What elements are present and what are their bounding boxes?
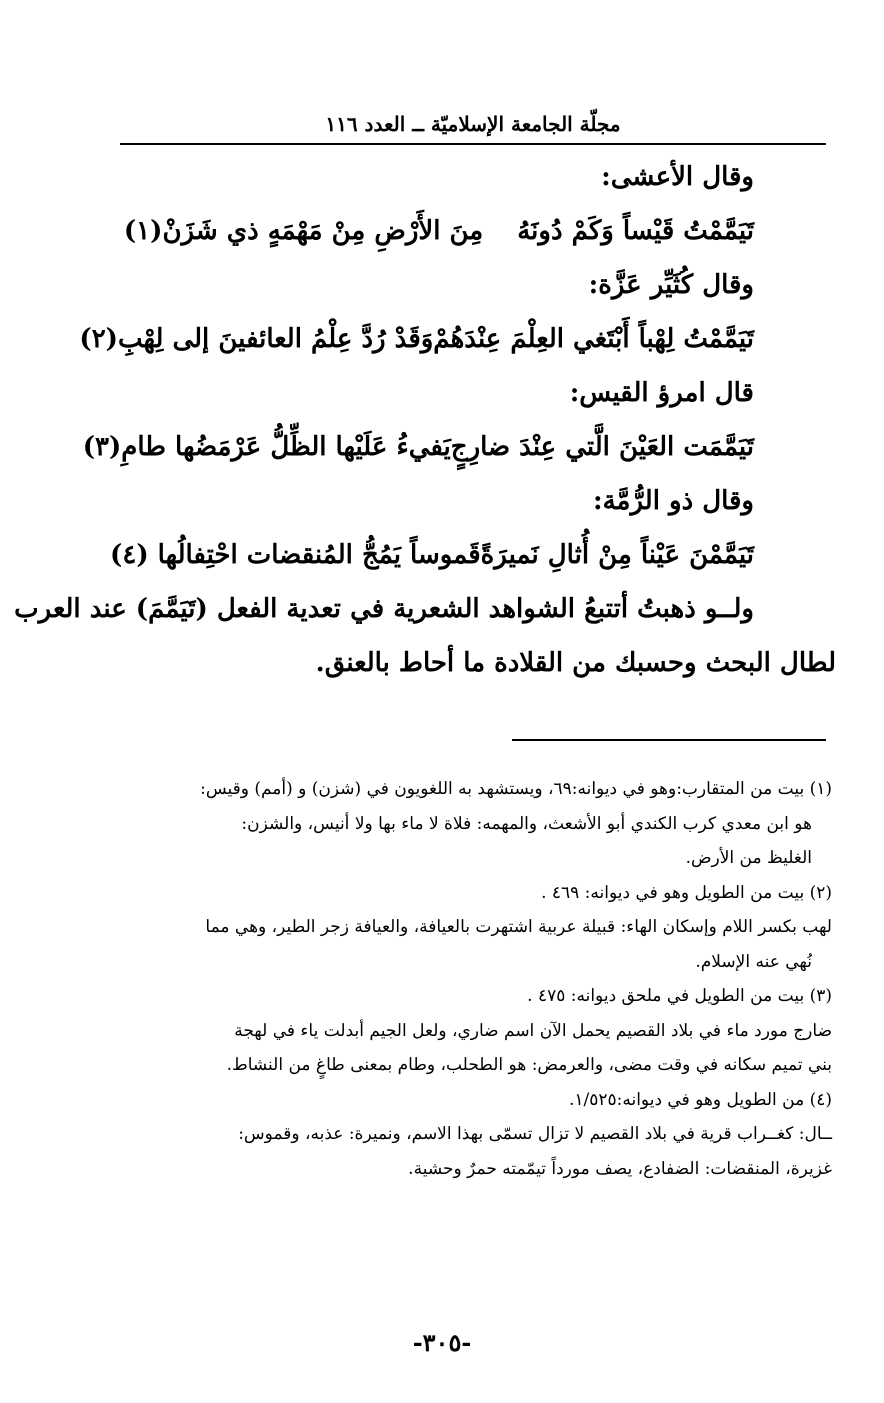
footnote-3-line: (٣) بيت من الطويل في ملحق ديوانه: ٤٧٥ . bbox=[527, 986, 832, 1006]
verse-second-hemistich: قَموساً يَمُجُّ المُنقضات احْتِفالُها (٤) bbox=[110, 540, 481, 570]
verse-first-hemistich: تَيَمَّمْنَ عَيْناً مِنْ أُثالِ نَميرَةً bbox=[480, 540, 754, 570]
footnote-4-line: غزيرة، المنقضات: الضفادع، يصف مورداً تيمّمته حمرٌ وحشية. bbox=[408, 1158, 832, 1179]
page-number: -٣٠٥- bbox=[412, 1328, 472, 1357]
header-rule bbox=[120, 143, 826, 145]
poet-intro-kuthayyir: وقال كُثَيِّر عَزَّة: bbox=[588, 270, 754, 300]
footnote-4-line: (٤) من الطويل وهو في ديوانه:١/٥٢٥. bbox=[568, 1089, 832, 1110]
footnote-3-line: بني تميم سكانه في وقت مضى، والعرمض: هو الطحلب، وطام بمعنى طاغٍ من النشاط. bbox=[226, 1055, 832, 1075]
poet-intro-aasha: وقال الأعشى: bbox=[601, 162, 754, 192]
verse-dhu-al-rumma bbox=[110, 528, 836, 582]
running-header: مجلّة الجامعة الإسلاميّة ــ العدد ١١٦ bbox=[325, 112, 621, 136]
verse-first-hemistich: تَيَمَّمْتُ قَيْساً وَكَمْ دُونَهُ bbox=[517, 216, 754, 246]
poet-intro-dhu-al-rumma: وقال ذو الرُّمَّة: bbox=[593, 486, 754, 516]
verse-second-hemistich: مِنَ الأَرْضِ مِنْ مَهْمَهٍ ذي شَزَنْ(١) bbox=[123, 216, 484, 246]
footnote-2-line: نُهي عنه الإسلام. bbox=[695, 951, 812, 972]
footnote-2-line: (٢) بيت من الطويل وهو في ديوانه: ٤٦٩ . bbox=[541, 882, 832, 903]
verse-kuthayyir bbox=[79, 312, 836, 366]
verse-second-hemistich: وَقَدْ رُدَّ عِلْمُ العائفينَ إلى لِهْبِ(٢) bbox=[79, 324, 434, 354]
verse-first-hemistich: تَيَمَّمَت العَيْنَ الَّتي عِنْدَ ضارِجٍ bbox=[450, 432, 754, 462]
prose-paragraph-line: ولــو ذهبتُ أتتبعُ الشواهد الشعرية في تعدية الفعل (تَيَمَّمَ) عند العرب bbox=[14, 594, 754, 624]
verse-aasha bbox=[114, 204, 836, 258]
footnote-separator bbox=[512, 739, 826, 741]
verse-first-hemistich: تَيَمَّمْتُ لِهْباً أَبْتَغي العِلْمَ عِنْدَهُمْ bbox=[433, 324, 754, 354]
footnote-1-line: الغليظ من الأرض. bbox=[685, 848, 812, 868]
main-text bbox=[14, 150, 836, 690]
verse-imru-al-qays bbox=[82, 420, 836, 474]
footnote-1-line: (١) بيت من المتقارب:وهو في ديوانه:٦٩، ويستشهد به اللغويون في (شزن) و (أمم) وقيس: bbox=[200, 779, 832, 799]
footnote-2-line: لهب بكسر اللام وإسكان الهاء: قبيلة عربية اشتهرت بالعيافة، والعيافة زجر الطير، وهي مما bbox=[205, 917, 832, 937]
footnote-4-line: ــال: كغــراب قرية في بلاد القصيم لا تزال تسمّى بهذا الاسم، ونميرة: عذبه، وقموس: bbox=[238, 1124, 832, 1144]
footnote-3-line: ضارج مورد ماء في بلاد القصيم يحمل الآن اسم ضاري، ولعل الجيم أبدلت ياء في لهجة bbox=[234, 1020, 832, 1041]
poet-intro-imru-al-qays: قال امرؤ القيس: bbox=[569, 378, 754, 408]
footnote-1-line: هو ابن معدي كرب الكندي أبو الأشعث، والمهمه: فلاة لا ماء بها ولا أنيس، والشزن: bbox=[241, 813, 812, 834]
prose-paragraph-line: لطال البحث وحسبك من القلادة ما أحاط بالعنق. bbox=[315, 648, 836, 678]
footnotes bbox=[110, 772, 832, 1186]
verse-second-hemistich: يَفيءُ عَلَيْها الظِّلُّ عَرْمَضُها طامِ(٣) bbox=[82, 432, 451, 462]
